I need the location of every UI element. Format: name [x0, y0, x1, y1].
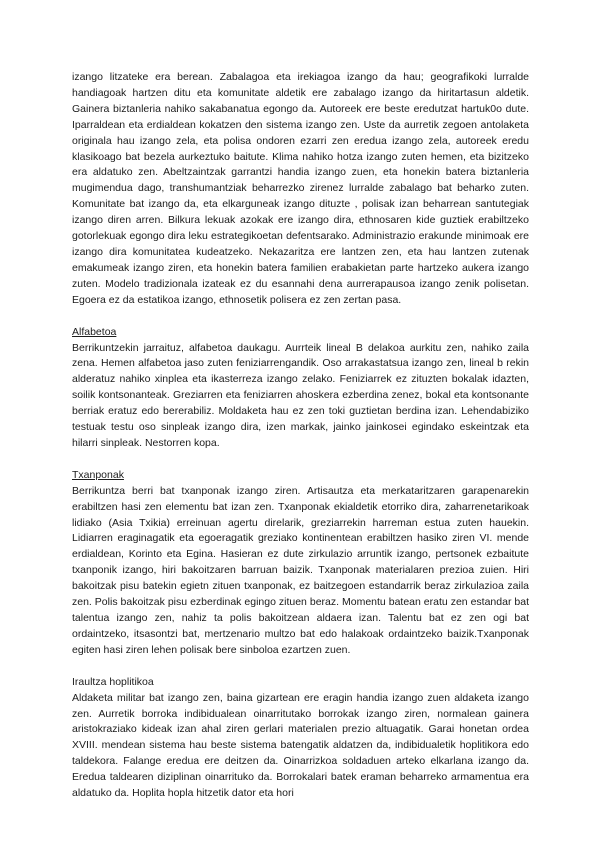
section-heading-txanponak: Txanponak	[72, 468, 124, 481]
section-body-alfabetoa: Berrikuntzekin jarraituz, alfabetoa daukagu. Aurrteik lineal B delakoa aurkitu zen, nahiko zaila zena. Hemen alfabetoa jaso zuten feniziarrengandik. Oso arrakastatsua izango zen, lineal b rekin alderatuz nahiko xinplea eta ikasterreza izango zelako. Feniziarrek ez zituzten bokalak idazten, soilik kontsonanteak. Greziarren eta feniziarren ahoskera ezberdina zenez, bokal eta kontsonante berriak eratuz edo bererabiliz. Moldaketa hau ez zen toki guztietan berdina izan. Lehendabiziko testuak testu oso sinpleak izango dira, izen markak, jainko jainkosei egindako eskeintzak eta hilarri sinpleak. Nestorren kopa.	[72, 341, 529, 449]
section-heading-iraultza-hoplitikoa: Iraultza hoplitikoa	[72, 675, 154, 688]
paragraph-gap	[72, 659, 529, 675]
paragraph-gap	[72, 309, 529, 325]
paragraph-gap	[72, 452, 529, 468]
section-heading-alfabetoa: Alfabetoa	[72, 325, 117, 338]
intro-paragraph: izango litzateke era berean. Zabalagoa eta irekiagoa izango da hau; geografikoki lurralde handiagoak hartzen ditu eta komunitate aldetik ere zabalago izango da hiritartasun aldetik. Gainera biztanleria nahiko sakabanatua egongo da. Autoreek ere beste eredutzat hartuk0o dute. Iparraldean eta erdialdean kokatzen den sistema izango zen. Uste da aurretik zegoen antolaketa originala hau izango zela, eta polisa ondoren ezarri zen eredua izango zela, autoreek eredu klasikoago bat bezela aurkeztuko baitute. Klima nahiko hotza izango zuten hemen, eta bizitzeko era aldatuko zen. Abeltzaintzak garrantzi handia izango zuen, eta honekin batera biztanleria mugimendua dago, transhumantziak beharrezko zirenez lurralde zabalago bat beharko zuten. Komunitate bat izango da, eta elkarguneak izango dituzte , polisak izan beharrean santutegiak izango diren arren. Bilkura lekuak azokak ere izango dira, ethnosaren kide guztiek erabiltzeko gotorlekuak egongo dira leku estrategikoetan defentsarako. Administrazio erakunde minimoak ere izango dira komunitatea kudeatzeko. Nekazaritza ere lantzen zen, eta hau lantzen zutenak emakumeak izango ziren, eta honekin batera familien erabakietan parte hartzeko aukera izango zuten. Modelo tradizionala izateak ez du esannahi dena aurrerapausoa izango zenik polisetan. Egoera ez da estatikoa izango, ethnosetik polisera ez zen zertan pasa.	[72, 71, 529, 306]
section-body-txanponak: Berrikuntza berri bat txanponak izango ziren. Artisautza eta merkataritzaren garapenarekin erabiltzen hasi zen elementu bat izan zen. Txanponak ekialdetik etorriko dira, zaharrenetarikoak lidiako (Asia Txikia) erreinuan agertu direlarik, greziarrekin harreman estua zuten hauekin. Lidiarren eraginagatik eta egoeragatik greziako kontinentean erabiltzen hasiko ziren VI. mende erdialdean, Korinto eta Egina. Hasieran ez dute zirkulazio arruntik izango, pertsonek ezbaitute txanponik izango, hiri bakoitzaren barruan baizik. Txanponak materialaren prezioa zuien. Hiri bakoitzak pisu batekin egietn zituen txanponak, ez baitzegoen estandarrik beraz zirkulazioa zaila zen. Polis bakoitzak pisu ezberdinak egingo zituen beraz. Momentu batean eratu zen estandar bat talentua izango zen, nahiz ta polis bakoitzean aldaera izan. Talentu bat ez zen ogi bat ordaintzeko, itsasontzi bat, mertzenario multzo bat edo halakoak ordaintzeko baizik.Txanponak egiten hasi ziren lehen polisak bere sinboloa ezartzen zuen.	[72, 484, 529, 656]
section-body-iraultza-hoplitikoa: Aldaketa militar bat izango zen, baina gizartean ere eragin handia izango zuen aldaketa izango zen. Aurretik borroka indibidualean oinarritutako borrokak izango ziren, normalean gainera aristokraziako kideak izan ahal ziren gerlari materialen prezio altuagatik. Garai honetan ordea XVIII. mendean sistema hau beste sistema batengatik aldatzen da, indibidualetik hoplitikora edo taldekora. Falange eredua ere deitzen da. Oinarrizkoa soldaduen arteko elkarlana izango da. Eredua taldearen diziplinan oinarrituko da. Borrokalari batek eraman beharreko armamentua era aldatuko da. Hoplita hopla hitzetik dator eta hori	[72, 691, 529, 800]
document-page	[72, 70, 529, 802]
